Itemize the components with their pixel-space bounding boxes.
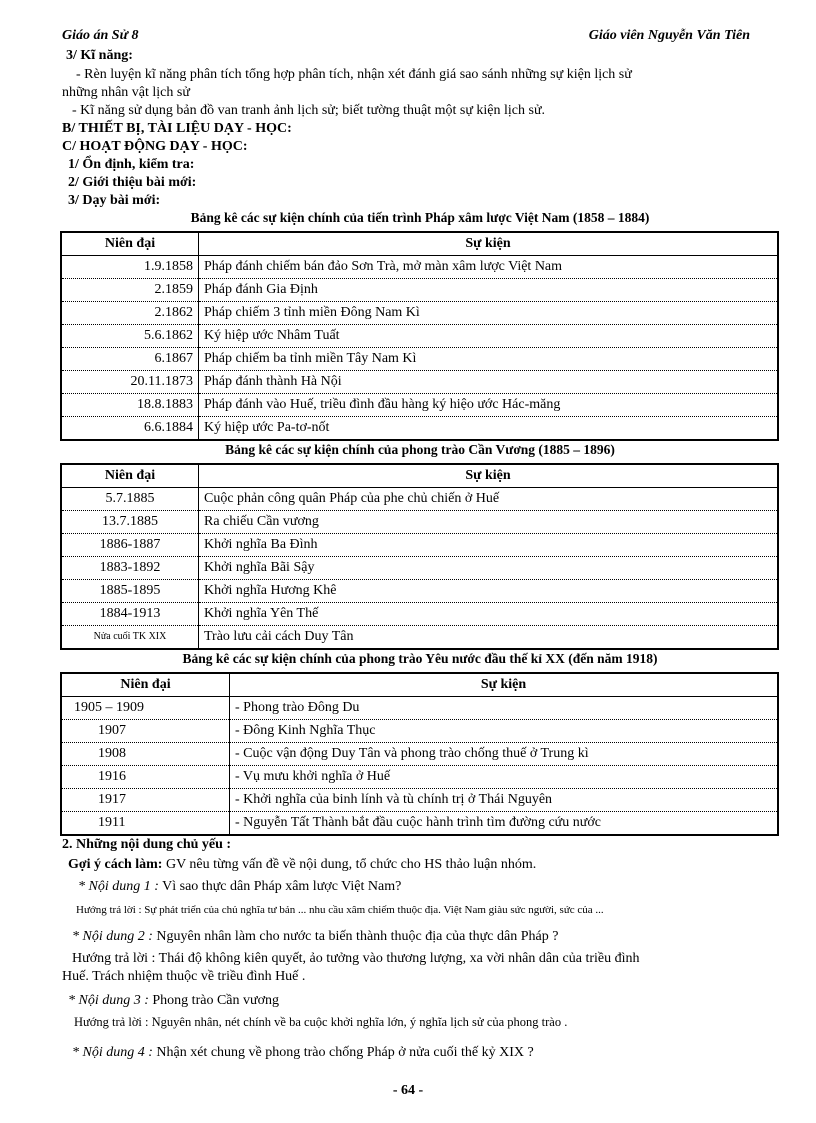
row-date: 13.7.1885	[61, 511, 199, 534]
section-c-heading: C/ HOẠT ĐỘNG DẠY - HỌC:	[62, 139, 248, 154]
n2-line	[72, 928, 558, 945]
n1-line	[78, 878, 401, 895]
row-event: Ký hiệp ước Pa-tơ-nốt	[199, 417, 779, 441]
table-row	[61, 766, 778, 789]
table-row	[61, 626, 778, 650]
row-date: 1916	[61, 766, 230, 789]
row-event: Khởi nghĩa Ba Đình	[199, 534, 779, 557]
row-event: - Vụ mưu khởi nghĩa ở Huế	[230, 766, 779, 789]
row-event: - Cuộc vận động Duy Tân và phong trào chống thuế ở Trung kì	[230, 743, 779, 766]
row-event: Pháp đánh Gia Định	[199, 279, 779, 302]
contents-heading: 2. Những nội dung chủ yếu :	[62, 837, 232, 852]
row-date: 1885-1895	[61, 580, 199, 603]
table-row	[61, 789, 778, 812]
table-row	[61, 394, 778, 417]
row-date: 2.1862	[61, 302, 199, 325]
table1-col-event: Sự kiện	[199, 232, 779, 256]
table-row	[61, 812, 778, 836]
section-b-heading: B/ THIẾT BỊ, TÀI LIỆU DẠY - HỌC:	[62, 121, 292, 136]
n1-answer: Hướng trả lời : Sự phát triển của chủ nghĩa tư bản ... nhu cầu xâm chiếm thuộc địa. Việt Nam giàu sức người, sức của ...	[76, 904, 604, 916]
header-left: Giáo án Sử 8	[62, 28, 139, 43]
table-row	[61, 697, 778, 720]
n2-answer	[62, 950, 782, 986]
table3-col-event: Sự kiện	[230, 673, 779, 697]
row-event: Trào lưu cải cách Duy Tân	[199, 626, 779, 650]
table2-header-row	[61, 464, 778, 488]
table-row	[61, 720, 778, 743]
table-row	[61, 580, 778, 603]
table2-caption: Bảng kê các sự kiện chính của phong trào Cần Vương (1885 – 1896)	[225, 442, 615, 457]
n3-answer: Hướng trả lời : Nguyên nhân, nét chính về ba cuộc khởi nghĩa lớn, ý nghĩa lịch sử của phong trào .	[74, 1015, 568, 1029]
table-row	[61, 557, 778, 580]
table2-col-date: Niên đại	[61, 464, 199, 488]
n3-line	[68, 992, 279, 1009]
n4-text: Nhận xét chung về phong trào chống Pháp ở nửa cuối thế kỷ XIX ?	[152, 1045, 534, 1060]
n2-label: * Nội dung 2 :	[72, 929, 153, 944]
row-date: 1.9.1858	[61, 256, 199, 279]
table1-header-row	[61, 232, 778, 256]
row-event: - Khởi nghĩa của binh lính và tù chính trị ở Thái Nguyên	[230, 789, 779, 812]
table-row	[61, 302, 778, 325]
row-event: Pháp đánh vào Huế, triều đình đầu hàng ký hiệo ước Hác-măng	[199, 394, 779, 417]
row-date: 2.1859	[61, 279, 199, 302]
table1-caption: Bảng kê các sự kiện chính của tiến trình Pháp xâm lược Việt Nam (1858 – 1884)	[190, 210, 650, 225]
table3	[60, 672, 779, 836]
n3-text: Phong trào Cần vương	[148, 993, 279, 1008]
skills-item2: - Kĩ năng sử dụng bản đồ van tranh ảnh lịch sử; biết tường thuật một sự kiện lịch sử.	[72, 103, 546, 118]
table-row	[61, 325, 778, 348]
table1	[60, 231, 779, 441]
n2-answer-line2: Huế. Trách nhiệm thuộc về triều đình Huế .	[62, 969, 306, 984]
row-date: 1907	[61, 720, 230, 743]
row-date: 6.6.1884	[61, 417, 199, 441]
row-date: 1883-1892	[61, 557, 199, 580]
row-event: Pháp đánh chiếm bán đảo Sơn Trà, mở màn xâm lược Việt Nam	[199, 256, 779, 279]
header-right: Giáo viên Nguyễn Văn Tiên	[588, 28, 750, 43]
table3-caption: Bảng kê các sự kiện chính của phong trào Yêu nước đầu thế kỉ XX (đến năm 1918)	[182, 651, 658, 666]
n1-text: Vì sao thực dân Pháp xâm lược Việt Nam?	[158, 879, 402, 894]
table-row	[61, 534, 778, 557]
row-date: 1908	[61, 743, 230, 766]
row-date: 1905 – 1909	[61, 697, 230, 720]
step-2: 2/ Giới thiệu bài mới:	[68, 175, 197, 190]
hint-text: GV nêu từng vấn đề về nội dung, tổ chức cho HS thảo luận nhóm.	[162, 857, 537, 872]
n3-label: * Nội dung 3 :	[68, 993, 149, 1008]
row-date: 1917	[61, 789, 230, 812]
row-event: Khởi nghĩa Yên Thế	[199, 603, 779, 626]
row-event: Pháp chiếm ba tỉnh miền Tây Nam Kì	[199, 348, 779, 371]
step-1: 1/ Ổn định, kiểm tra:	[68, 157, 195, 172]
table-row	[61, 488, 778, 511]
table-row	[61, 371, 778, 394]
row-event: Khởi nghĩa Bãi Sậy	[199, 557, 779, 580]
page-number: - 64 -	[392, 1083, 424, 1098]
step-3: 3/ Dạy bài mới:	[68, 193, 161, 208]
row-event: - Đông Kinh Nghĩa Thục	[230, 720, 779, 743]
table3-col-date: Niên đại	[61, 673, 230, 697]
skills-item1-line2: những nhân vật lịch sử	[62, 85, 190, 100]
row-event: Pháp chiếm 3 tỉnh miền Đông Nam Kì	[199, 302, 779, 325]
row-date: 1886-1887	[61, 534, 199, 557]
row-date: 20.11.1873	[61, 371, 199, 394]
n4-line	[72, 1044, 534, 1061]
hint-line	[68, 856, 536, 873]
n2-answer-line1: Hướng trả lời : Thái độ không kiên quyết, ảo tưởng vào thương lượng, xa vời nhân dân của triều đình	[72, 951, 640, 966]
table3-header-row	[61, 673, 778, 697]
row-event: Ký hiệp ước Nhâm Tuất	[199, 325, 779, 348]
row-date: 5.7.1885	[61, 488, 199, 511]
hint-label: Gợi ý cách làm:	[68, 857, 163, 872]
row-event: Cuộc phản công quân Pháp của phe chủ chiến ở Huế	[199, 488, 779, 511]
table-row	[61, 743, 778, 766]
row-date: 1884-1913	[61, 603, 199, 626]
table-row	[61, 511, 778, 534]
row-date: 6.1867	[61, 348, 199, 371]
row-event: Khởi nghĩa Hương Khê	[199, 580, 779, 603]
row-event: Ra chiếu Cần vương	[199, 511, 779, 534]
table1-col-date: Niên đại	[61, 232, 199, 256]
skills-item1-line1: - Rèn luyện kĩ năng phân tích tổng hợp phân tích, nhận xét đánh giá sao sánh những sự kiện lịch sử	[76, 67, 632, 82]
table-row	[61, 256, 778, 279]
n2-text: Nguyên nhân làm cho nước ta biến thành thuộc địa của thực dân Pháp ?	[152, 929, 559, 944]
table2	[60, 463, 779, 650]
n1-label: * Nội dung 1 :	[78, 879, 159, 894]
table-row	[61, 603, 778, 626]
row-date: 1911	[61, 812, 230, 836]
row-date: 18.8.1883	[61, 394, 199, 417]
table2-col-event: Sự kiện	[199, 464, 779, 488]
table-row	[61, 279, 778, 302]
n4-label: * Nội dung 4 :	[72, 1045, 153, 1060]
table-row	[61, 348, 778, 371]
skills-heading: 3/ Kĩ năng:	[66, 48, 133, 63]
table-row	[61, 417, 778, 441]
row-date: 5.6.1862	[61, 325, 199, 348]
row-event: - Phong trào Đông Du	[230, 697, 779, 720]
row-date: Nửa cuối TK XIX	[61, 626, 199, 650]
row-event: Pháp đánh thành Hà Nội	[199, 371, 779, 394]
row-event: - Nguyễn Tất Thành bắt đầu cuộc hành trình tìm đường cứu nước	[230, 812, 779, 836]
